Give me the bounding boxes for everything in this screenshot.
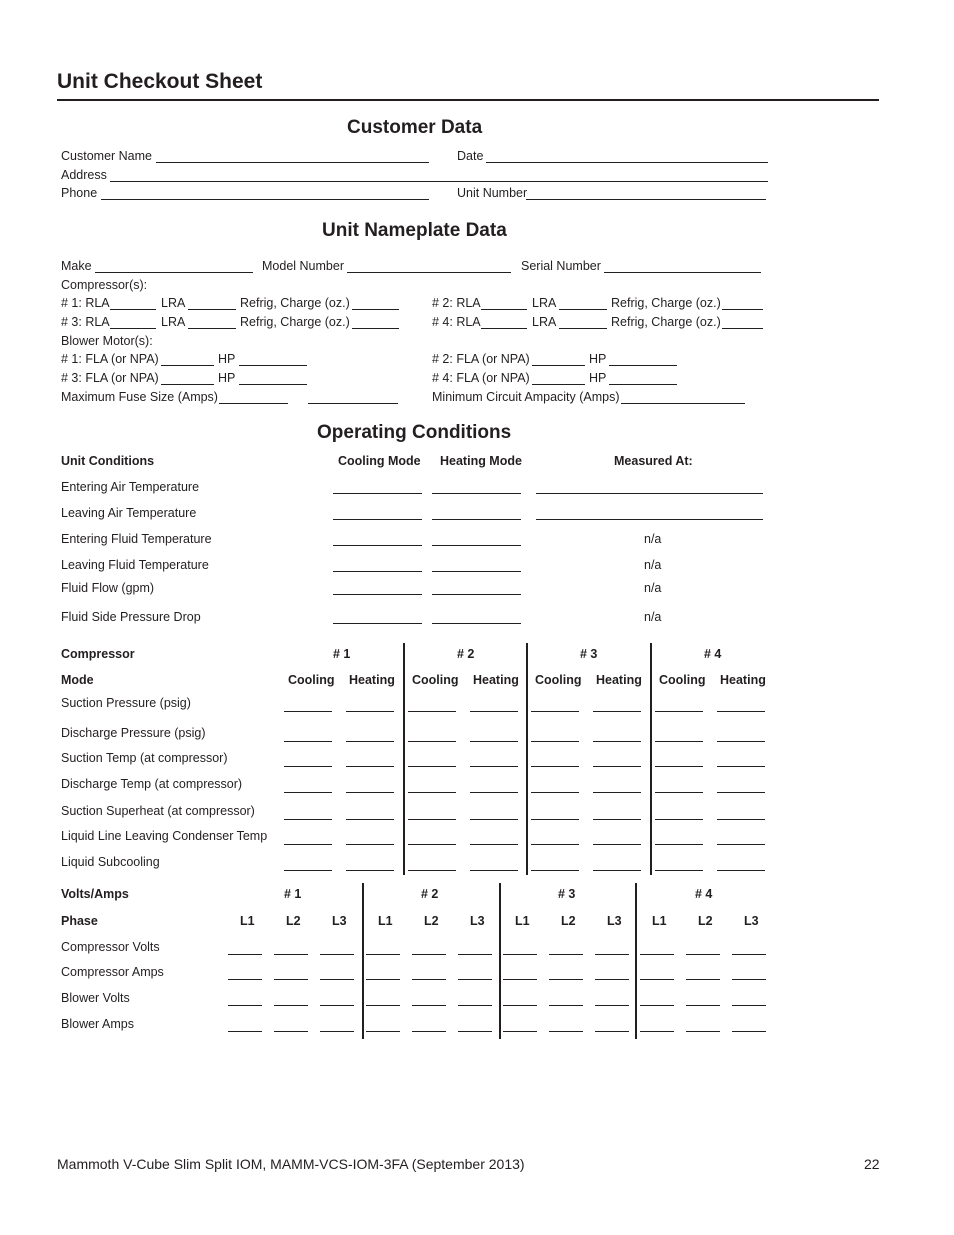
phase-field[interactable]: [595, 1005, 629, 1006]
heating-field[interactable]: [593, 792, 641, 793]
max-fuse-label: Maximum Fuse Size (Amps): [61, 390, 218, 404]
cooling-mode-field[interactable]: [333, 545, 422, 546]
phase-field[interactable]: [458, 1031, 492, 1032]
phase-field[interactable]: [686, 1005, 720, 1006]
phase-label: Phase: [61, 914, 98, 928]
cooling-mode-field[interactable]: [333, 493, 422, 494]
measured-at-field[interactable]: [536, 519, 763, 520]
operating-row-label: Fluid Flow (gpm): [61, 581, 155, 595]
cooling-field[interactable]: [531, 870, 579, 871]
heating-field[interactable]: [717, 741, 765, 742]
comp3-refrig-label: Refrig, Charge (oz.): [240, 315, 350, 329]
cooling-col-header: Cooling: [288, 673, 335, 687]
phase-field[interactable]: [412, 979, 446, 980]
phase-header: L2: [561, 914, 576, 928]
cooling-field[interactable]: [655, 741, 703, 742]
compressor-unit-header: # 4: [704, 647, 722, 661]
column-divider: [499, 883, 501, 1039]
phase-field[interactable]: [595, 979, 629, 980]
heating-field[interactable]: [470, 741, 518, 742]
max-fuse-field-2[interactable]: [308, 403, 398, 404]
compressor-unit-header: # 3: [580, 647, 598, 661]
phase-header: L3: [744, 914, 759, 928]
measured-at-value: n/a: [644, 581, 662, 595]
col-heating-mode: Heating Mode: [440, 454, 522, 468]
bm1-hp-field[interactable]: [239, 365, 307, 366]
volts-unit-header: # 2: [421, 887, 439, 901]
comp3-refrig-field[interactable]: [352, 328, 399, 329]
comp2-rla-field[interactable]: [481, 309, 527, 310]
heating-field[interactable]: [717, 870, 765, 871]
phase-field[interactable]: [228, 954, 262, 955]
comp4-rla-field[interactable]: [481, 328, 527, 329]
phase-header: L1: [240, 914, 255, 928]
unit-number-field[interactable]: [526, 199, 766, 200]
mode-label: Mode: [61, 673, 94, 687]
cooling-field[interactable]: [655, 844, 703, 845]
phase-field[interactable]: [640, 954, 674, 955]
heating-field[interactable]: [593, 870, 641, 871]
heating-field[interactable]: [593, 741, 641, 742]
comp4-rla-label: # 4: RLA: [432, 315, 481, 329]
compressor-row-label: Suction Temp (at compressor): [61, 751, 228, 765]
phase-field[interactable]: [595, 1031, 629, 1032]
phase-field[interactable]: [366, 1031, 400, 1032]
operating-heading: Operating Conditions: [317, 422, 512, 443]
cooling-field[interactable]: [655, 819, 703, 820]
comp4-lra-label: LRA: [532, 315, 557, 329]
cooling-field[interactable]: [655, 870, 703, 871]
measured-at-value: n/a: [644, 558, 662, 572]
compressor-row-label: Discharge Pressure (psig): [61, 726, 206, 740]
phase-field[interactable]: [458, 979, 492, 980]
compressor-row-label: Liquid Line Leaving Condenser Temp: [61, 829, 268, 843]
heating-field[interactable]: [717, 792, 765, 793]
make-label: Make: [61, 259, 92, 273]
cooling-field[interactable]: [531, 711, 579, 712]
heating-field[interactable]: [717, 711, 765, 712]
measured-at-value: n/a: [644, 532, 662, 546]
heating-field[interactable]: [470, 711, 518, 712]
cooling-mode-field[interactable]: [333, 594, 422, 595]
heating-col-header: Heating: [349, 673, 395, 687]
date-label: Date: [457, 149, 484, 163]
compressor-unit-header: # 2: [457, 647, 475, 661]
comp4-refrig-label: Refrig, Charge (oz.): [611, 315, 721, 329]
model-label: Model Number: [262, 259, 344, 273]
comp1-refrig-label: Refrig, Charge (oz.): [240, 296, 350, 310]
phase-field[interactable]: [503, 979, 537, 980]
comp2-refrig-label: Refrig, Charge (oz.): [611, 296, 721, 310]
comp3-lra-label: LRA: [161, 315, 186, 329]
operating-row-label: Fluid Side Pressure Drop: [61, 610, 201, 624]
heating-mode-field[interactable]: [432, 623, 521, 624]
cooling-field[interactable]: [531, 792, 579, 793]
col-cooling-mode: Cooling Mode: [338, 454, 421, 468]
bm4-label: # 4: FLA (or NPA): [432, 371, 530, 385]
comp2-lra-label: LRA: [532, 296, 557, 310]
heating-field[interactable]: [346, 792, 394, 793]
phase-field[interactable]: [274, 979, 308, 980]
phase-field[interactable]: [732, 1005, 766, 1006]
volts-row-label: Blower Volts: [61, 991, 130, 1005]
heating-col-header: Heating: [596, 673, 642, 687]
phase-field[interactable]: [686, 979, 720, 980]
comp2-lra-field[interactable]: [559, 309, 607, 310]
comp3-rla-field[interactable]: [110, 328, 156, 329]
cooling-col-header: Cooling: [412, 673, 459, 687]
compressor-row-label: Suction Pressure (psig): [61, 696, 191, 710]
phase-field[interactable]: [228, 1005, 262, 1006]
phase-field[interactable]: [549, 1031, 583, 1032]
operating-row-label: Leaving Air Temperature: [61, 506, 197, 520]
cooling-field[interactable]: [284, 844, 332, 845]
phase-header: L1: [515, 914, 530, 928]
cooling-field[interactable]: [408, 766, 456, 767]
cooling-field[interactable]: [655, 766, 703, 767]
heating-field[interactable]: [717, 819, 765, 820]
date-field[interactable]: [486, 162, 768, 163]
phase-header: L3: [332, 914, 347, 928]
compressor-unit-header: # 1: [333, 647, 351, 661]
phase-header: L2: [698, 914, 713, 928]
make-field[interactable]: [95, 272, 253, 273]
cooling-field[interactable]: [408, 844, 456, 845]
nameplate-heading: Unit Nameplate Data: [322, 220, 507, 241]
bm2-label: # 2: FLA (or NPA): [432, 352, 530, 366]
compressor-row-label: Liquid Subcooling: [61, 855, 160, 869]
phase-header: L3: [607, 914, 622, 928]
phase-field[interactable]: [640, 979, 674, 980]
heating-field[interactable]: [470, 792, 518, 793]
customer-name-field[interactable]: [156, 162, 429, 163]
title-rule: [57, 99, 879, 101]
phase-field[interactable]: [228, 979, 262, 980]
bm2-fla-field[interactable]: [532, 365, 585, 366]
bm1-hp-label: HP: [218, 352, 236, 366]
phase-field[interactable]: [549, 954, 583, 955]
heating-field[interactable]: [470, 766, 518, 767]
page-number: 22: [864, 1156, 880, 1172]
cooling-field[interactable]: [655, 711, 703, 712]
volts-row-label: Compressor Volts: [61, 940, 160, 954]
comp1-refrig-field[interactable]: [352, 309, 399, 310]
measured-at-field[interactable]: [536, 493, 763, 494]
phase-header: L3: [470, 914, 485, 928]
phase-field[interactable]: [366, 954, 400, 955]
heating-field[interactable]: [346, 711, 394, 712]
min-circuit-label: Minimum Circuit Ampacity (Amps): [432, 390, 620, 404]
phase-field[interactable]: [274, 954, 308, 955]
phase-field[interactable]: [412, 954, 446, 955]
cooling-field[interactable]: [408, 741, 456, 742]
cooling-field[interactable]: [408, 819, 456, 820]
comp1-rla-field[interactable]: [110, 309, 156, 310]
phase-field[interactable]: [640, 1031, 674, 1032]
column-divider: [526, 643, 528, 875]
serial-field[interactable]: [604, 272, 761, 273]
bm3-fla-field[interactable]: [161, 384, 214, 385]
heating-field[interactable]: [346, 870, 394, 871]
phase-field[interactable]: [732, 954, 766, 955]
heating-field[interactable]: [346, 766, 394, 767]
comp1-rla-label: # 1: RLA: [61, 296, 110, 310]
phone-label: Phone: [61, 186, 98, 200]
volts-row-label: Blower Amps: [61, 1017, 134, 1031]
heating-mode-field[interactable]: [432, 571, 521, 572]
phase-field[interactable]: [366, 979, 400, 980]
heating-field[interactable]: [346, 741, 394, 742]
column-divider: [403, 643, 405, 875]
cooling-field[interactable]: [408, 792, 456, 793]
volts-unit-header: # 4: [695, 887, 713, 901]
phase-field[interactable]: [274, 1031, 308, 1032]
comp3-lra-field[interactable]: [188, 328, 236, 329]
phase-field[interactable]: [366, 1005, 400, 1006]
phase-header: L2: [286, 914, 301, 928]
heating-field[interactable]: [593, 711, 641, 712]
operating-row-label: Entering Fluid Temperature: [61, 532, 212, 546]
comp1-lra-label: LRA: [161, 296, 186, 310]
heating-field[interactable]: [593, 844, 641, 845]
phase-field[interactable]: [549, 1005, 583, 1006]
phase-field[interactable]: [274, 1005, 308, 1006]
phase-field[interactable]: [320, 1031, 354, 1032]
compressor-label: Compressor: [61, 647, 135, 661]
phase-field[interactable]: [503, 954, 537, 955]
bm3-hp-field[interactable]: [239, 384, 307, 385]
address-field[interactable]: [110, 181, 768, 182]
heating-field[interactable]: [593, 766, 641, 767]
cooling-field[interactable]: [284, 711, 332, 712]
heating-mode-field[interactable]: [432, 519, 521, 520]
cooling-field[interactable]: [284, 741, 332, 742]
bm4-hp-label: HP: [589, 371, 607, 385]
phase-field[interactable]: [686, 954, 720, 955]
min-circuit-field[interactable]: [621, 403, 745, 404]
address-label: Address: [61, 168, 107, 182]
phase-field[interactable]: [228, 1031, 262, 1032]
heating-field[interactable]: [346, 844, 394, 845]
heating-field[interactable]: [470, 819, 518, 820]
phase-field[interactable]: [320, 954, 354, 955]
heating-col-header: Heating: [473, 673, 519, 687]
cooling-field[interactable]: [284, 792, 332, 793]
comp4-refrig-field[interactable]: [722, 328, 763, 329]
column-divider: [650, 643, 652, 875]
comp2-rla-label: # 2: RLA: [432, 296, 481, 310]
phone-field[interactable]: [101, 199, 429, 200]
bm1-fla-field[interactable]: [161, 365, 214, 366]
measured-at-value: n/a: [644, 610, 662, 624]
cooling-field[interactable]: [655, 792, 703, 793]
phase-field[interactable]: [732, 1031, 766, 1032]
cooling-field[interactable]: [408, 870, 456, 871]
unit-number-label: Unit Number: [457, 186, 528, 200]
page-title: Unit Checkout Sheet: [57, 70, 263, 93]
comp4-lra-field[interactable]: [559, 328, 607, 329]
phase-field[interactable]: [503, 1031, 537, 1032]
heating-field[interactable]: [717, 844, 765, 845]
phase-field[interactable]: [320, 1005, 354, 1006]
cooling-field[interactable]: [408, 711, 456, 712]
phase-field[interactable]: [595, 954, 629, 955]
cooling-field[interactable]: [284, 870, 332, 871]
heating-field[interactable]: [717, 766, 765, 767]
heating-mode-field[interactable]: [432, 545, 521, 546]
col-measured-at: Measured At:: [614, 454, 693, 468]
cooling-field[interactable]: [531, 741, 579, 742]
volts-unit-header: # 3: [558, 887, 576, 901]
heating-mode-field[interactable]: [432, 594, 521, 595]
comp3-rla-label: # 3: RLA: [61, 315, 110, 329]
comp1-lra-field[interactable]: [188, 309, 236, 310]
bm3-hp-label: HP: [218, 371, 236, 385]
blower-motors-label: Blower Motor(s):: [61, 334, 153, 348]
bm3-label: # 3: FLA (or NPA): [61, 371, 159, 385]
phase-field[interactable]: [640, 1005, 674, 1006]
col-unit-conditions: Unit Conditions: [61, 454, 155, 468]
phase-field[interactable]: [412, 1031, 446, 1032]
phase-header: L2: [424, 914, 439, 928]
bm4-hp-field[interactable]: [609, 384, 677, 385]
bm2-hp-field[interactable]: [609, 365, 677, 366]
heating-field[interactable]: [470, 870, 518, 871]
comp2-refrig-field[interactable]: [722, 309, 763, 310]
compressors-label: Compressor(s):: [61, 278, 148, 292]
max-fuse-field[interactable]: [219, 403, 288, 404]
volts-amps-label: Volts/Amps: [61, 887, 129, 901]
phase-field[interactable]: [503, 1005, 537, 1006]
cooling-field[interactable]: [531, 819, 579, 820]
serial-label: Serial Number: [521, 259, 601, 273]
phase-header: L1: [378, 914, 393, 928]
phase-field[interactable]: [686, 1031, 720, 1032]
phase-field[interactable]: [458, 1005, 492, 1006]
customer-name-label: Customer Name: [61, 149, 152, 163]
cooling-field[interactable]: [531, 844, 579, 845]
cooling-mode-field[interactable]: [333, 623, 422, 624]
cooling-field[interactable]: [284, 819, 332, 820]
cooling-field[interactable]: [531, 766, 579, 767]
compressor-row-label: Suction Superheat (at compressor): [61, 804, 255, 818]
cooling-mode-field[interactable]: [333, 571, 422, 572]
operating-row-label: Entering Air Temperature: [61, 480, 200, 494]
phase-field[interactable]: [412, 1005, 446, 1006]
footer-text: Mammoth V-Cube Slim Split IOM, MAMM-VCS-IOM-3FA (September 2013): [57, 1156, 525, 1172]
heating-field[interactable]: [470, 844, 518, 845]
column-divider: [635, 883, 637, 1039]
model-field[interactable]: [347, 272, 511, 273]
heating-col-header: Heating: [720, 673, 766, 687]
cooling-col-header: Cooling: [659, 673, 706, 687]
heating-mode-field[interactable]: [432, 493, 521, 494]
column-divider: [362, 883, 364, 1039]
cooling-field[interactable]: [284, 766, 332, 767]
operating-row-label: Leaving Fluid Temperature: [61, 558, 209, 572]
phase-field[interactable]: [320, 979, 354, 980]
customer-heading: Customer Data: [347, 117, 483, 138]
bm4-fla-field[interactable]: [532, 384, 585, 385]
phase-field[interactable]: [549, 979, 583, 980]
cooling-col-header: Cooling: [535, 673, 582, 687]
volts-row-label: Compressor Amps: [61, 965, 164, 979]
heating-field[interactable]: [593, 819, 641, 820]
heating-field[interactable]: [346, 819, 394, 820]
bm2-hp-label: HP: [589, 352, 607, 366]
bm1-label: # 1: FLA (or NPA): [61, 352, 159, 366]
phase-field[interactable]: [732, 979, 766, 980]
cooling-mode-field[interactable]: [333, 519, 422, 520]
phase-header: L1: [652, 914, 667, 928]
volts-unit-header: # 1: [284, 887, 302, 901]
compressor-row-label: Discharge Temp (at compressor): [61, 777, 243, 791]
phase-field[interactable]: [458, 954, 492, 955]
